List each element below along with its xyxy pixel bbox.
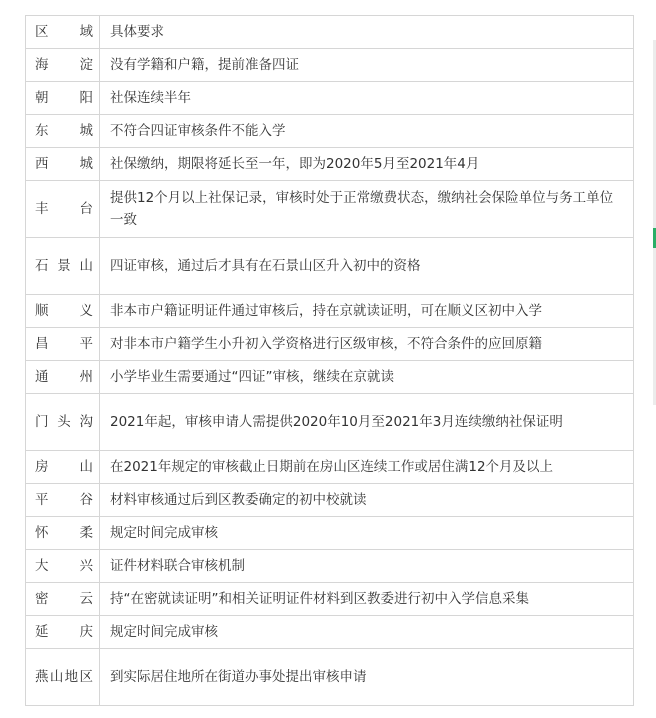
requirement-cell: 小学毕业生需要通过“四证”审核，继续在京就读 — [100, 361, 634, 394]
region-cell: 顺义 — [26, 295, 100, 328]
requirement-cell: 证件材料联合审核机制 — [100, 550, 634, 583]
requirement-cell: 2021年起，审核申请人需提供2020年10月至2021年3月连续缴纳社保证明 — [100, 394, 634, 451]
requirement-cell: 规定时间完成审核 — [100, 517, 634, 550]
region-cell: 朝阳 — [26, 82, 100, 115]
table-row — [26, 295, 634, 328]
table-row — [26, 649, 634, 706]
requirement-cell: 在2021年规定的审核截止日期前在房山区连续工作或居住满12个月及以上 — [100, 451, 634, 484]
region-cell: 房山 — [26, 451, 100, 484]
requirement-cell: 材料审核通过后到区教委确定的初中校就读 — [100, 484, 634, 517]
region-cell: 通州 — [26, 361, 100, 394]
table-row — [26, 484, 634, 517]
policy-table — [25, 15, 634, 706]
table-row — [26, 451, 634, 484]
table-row — [26, 115, 634, 148]
table-row — [26, 583, 634, 616]
table-row — [26, 148, 634, 181]
region-cell: 门头沟 — [26, 394, 100, 451]
region-cell: 东城 — [26, 115, 100, 148]
header-requirement-cell: 具体要求 — [100, 16, 634, 49]
requirement-cell: 规定时间完成审核 — [100, 616, 634, 649]
region-cell: 昌平 — [26, 328, 100, 361]
table-row — [26, 517, 634, 550]
requirement-cell: 非本市户籍证明证件通过审核后，持在京就读证明，可在顺义区初中入学 — [100, 295, 634, 328]
region-cell: 大兴 — [26, 550, 100, 583]
table-row — [26, 49, 634, 82]
table-row — [26, 238, 634, 295]
requirement-cell: 对非本市户籍学生小升初入学资格进行区级审核，不符合条件的应回原籍 — [100, 328, 634, 361]
region-cell: 燕山地区 — [26, 649, 100, 706]
policy-table-body — [26, 16, 634, 706]
region-cell: 密云 — [26, 583, 100, 616]
requirement-cell: 提供12个月以上社保记录，审核时处于正常缴费状态，缴纳社会保险单位与务工单位一致 — [100, 181, 634, 238]
table-header-row — [26, 16, 634, 49]
region-cell: 西城 — [26, 148, 100, 181]
region-cell: 延庆 — [26, 616, 100, 649]
region-cell: 怀柔 — [26, 517, 100, 550]
header-region-cell: 区域 — [26, 16, 100, 49]
table-row — [26, 550, 634, 583]
table-row — [26, 394, 634, 451]
requirement-cell: 社保缴纳，期限将延长至一年，即为2020年5月至2021年4月 — [100, 148, 634, 181]
table-row — [26, 82, 634, 115]
table-row — [26, 328, 634, 361]
region-cell: 石景山 — [26, 238, 100, 295]
table-row — [26, 616, 634, 649]
table-row — [26, 361, 634, 394]
requirement-cell: 持“在密就读证明”和相关证明证件材料到区教委进行初中入学信息采集 — [100, 583, 634, 616]
requirement-cell: 到实际居住地所在街道办事处提出审核申请 — [100, 649, 634, 706]
requirement-cell: 没有学籍和户籍，提前准备四证 — [100, 49, 634, 82]
requirement-cell: 社保连续半年 — [100, 82, 634, 115]
region-cell: 丰台 — [26, 181, 100, 238]
region-cell: 平谷 — [26, 484, 100, 517]
table-row — [26, 181, 634, 238]
requirement-cell: 四证审核，通过后才具有在石景山区升入初中的资格 — [100, 238, 634, 295]
requirement-cell: 不符合四证审核条件不能入学 — [100, 115, 634, 148]
region-cell: 海淀 — [26, 49, 100, 82]
